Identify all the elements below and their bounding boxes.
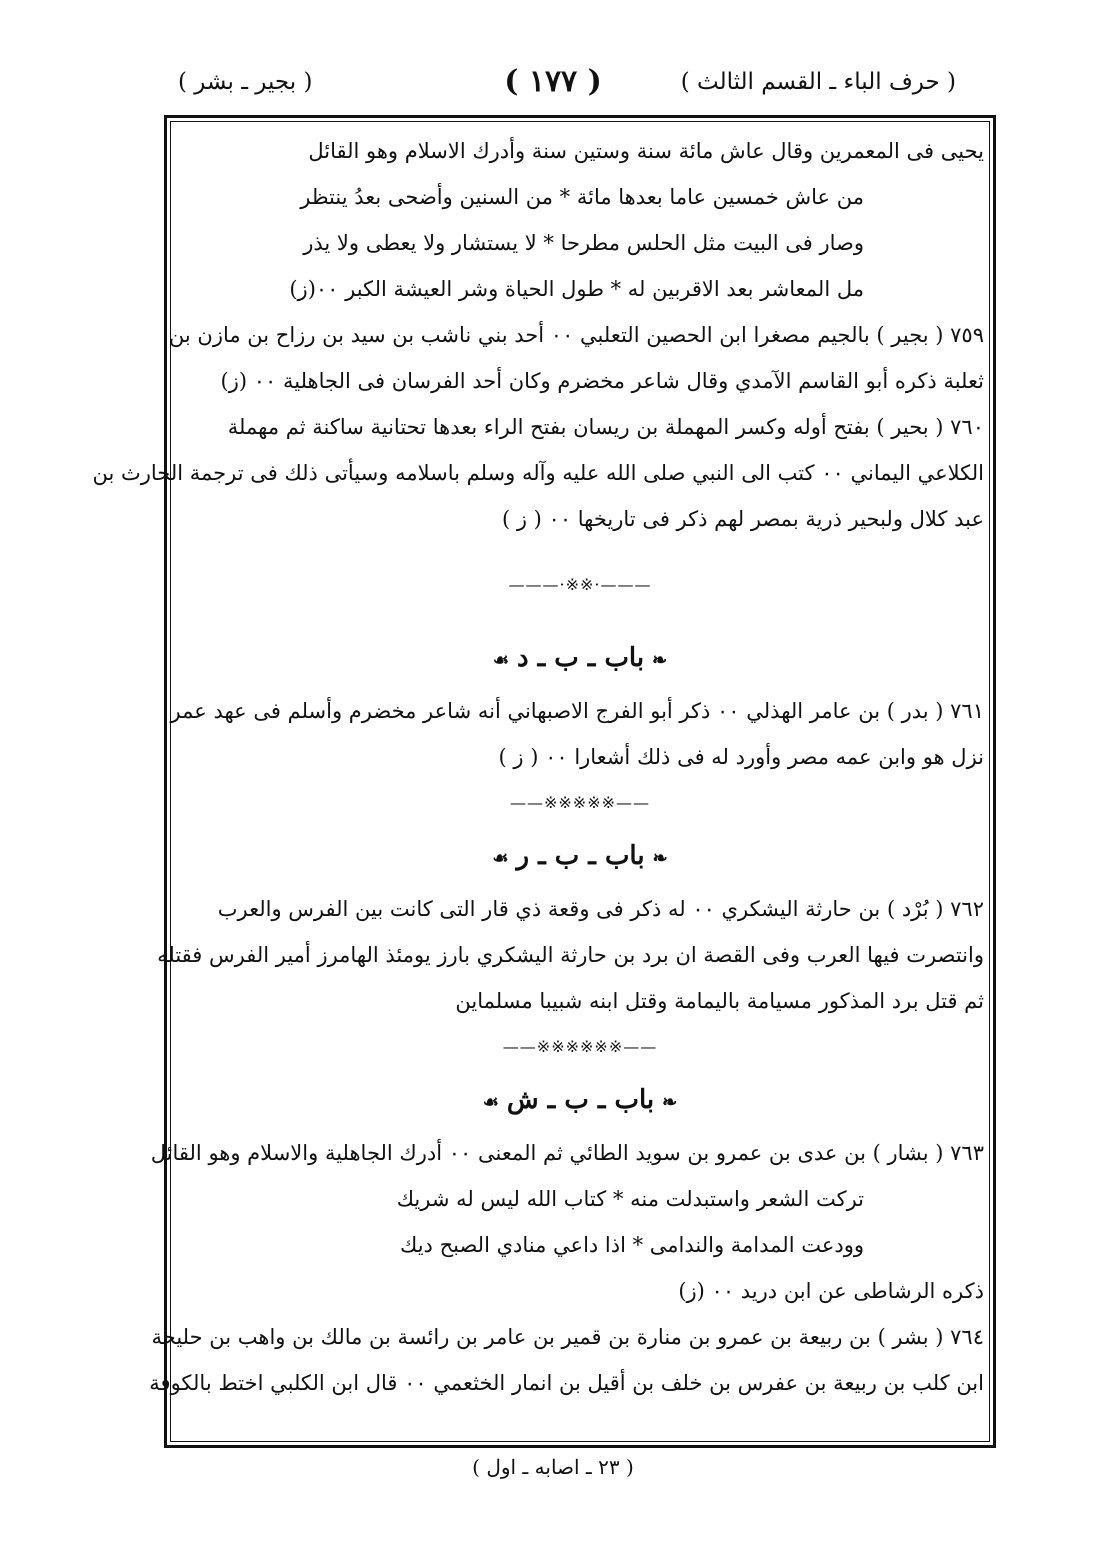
entry-762-line: ٧٦٢ ( بُرْد ) بن حارثة اليشكري ٠٠ له ذكر فى وقعة ذي قار التى كانت بين الفرس والعرب: [217, 897, 984, 921]
verse-line: تركت الشعر واستبدلت منه * كتاب الله ليس له شريك: [396, 1187, 864, 1211]
entry-759-line: ثعلبة ذكره أبو القاسم الآمدي وقال شاعر مخضرم وكان أحد الفرسان فى الجاهلية ٠٠ (ز): [220, 369, 984, 393]
entry-760-line: عبد كلال ولبحير ذرية بمصر لهم ذكر فى تاريخها ٠٠ ( ز ): [501, 507, 984, 531]
section-title: باب ـ ب ـ د: [516, 643, 645, 673]
section-heading-bad: [176, 628, 984, 688]
ornament-icon: ❧: [652, 650, 668, 671]
ornament-icon: ☙: [492, 650, 509, 671]
ornament-divider: ——※※※※※——: [509, 793, 651, 812]
entry-764-line: ٧٦٤ ( بشر ) بن ربيعة بن عمرو بن منارة بن قمير بن عامر بن رائسة بن مالك بن واهب بن حليحة: [151, 1325, 984, 1349]
entry-761-line: ٧٦١ ( بدر ) بن عامر الهذلي ٠٠ ذكر أبو الفرج الاصبهاني أنه شاعر مخضرم وأسلم فى عهد عمر: [170, 699, 984, 723]
ornament-divider: ——※※※※※※——: [502, 1037, 658, 1056]
section-title: باب ـ ب ـ ش: [506, 1085, 655, 1115]
ornament-icon: ❧: [662, 1092, 678, 1113]
section-heading-bash: [176, 1070, 984, 1130]
entry-764-line: ابن كلب بن ربيعة بن عفرس بن خلف بن أقيل بن انمار الخثعمي ٠٠ قال ابن الكلبي اختط بالكوفة: [149, 1371, 984, 1395]
entry-763-line: ٧٦٣ ( بشار ) بن عدى بن عمرو بن سويد الطائي ثم المعنى ٠٠ أدرك الجاهلية والاسلام وهو القائل: [150, 1141, 984, 1165]
page-content: [92, 128, 984, 1438]
section-title: باب ـ ب ـ ر: [516, 841, 645, 871]
header-range: ( بجير ـ بشر ): [178, 69, 313, 95]
entry-763-line: ذكره الرشاطى عن ابن دريد ٠٠ (ز): [678, 1279, 984, 1303]
entry-761-line: نزل هو وابن عمه مصر وأورد له فى ذلك أشعارا ٠٠ ( ز ): [498, 745, 984, 769]
section-heading-bar: [176, 826, 984, 886]
text-line: يحيى فى المعمرين وقال عاش مائة سنة وستين سنة وأدرك الاسلام وهو القائل: [308, 139, 984, 163]
verse-line: من عاش خمسين عاما بعدها مائة * من السنين وأضحى بعدُ ينتظر: [300, 185, 864, 209]
verse-line: وصار فى البيت مثل الحلس مطرحا * لا يستشار ولا يعطى ولا يذر: [303, 231, 864, 255]
ornament-icon: ☙: [482, 1092, 499, 1113]
page-footer: ( ٢٣ ـ اصابه ـ اول ): [472, 1455, 634, 1479]
entry-760-line: ٧٦٠ ( بحير ) بفتح أوله وكسر المهملة بن ريسان بفتح الراء بعدها تحتانية ساكنة ثم مهملة: [227, 415, 984, 439]
entry-762-line: ثم قتل برد المذكور مسيامة باليمامة وقتل ابنه شبيبا مسلماين: [455, 989, 984, 1013]
ornament-icon: ❧: [652, 848, 668, 869]
verse-line: مل المعاشر بعد الاقربين له * طول الحياة وشر العيشة الكبر ٠٠(ز): [289, 277, 864, 301]
entry-759-line: ٧٥٩ ( بجير ) بالجيم مصغرا ابن الحصين التعلبي ٠٠ أحد بني ناشب بن سيد بن رزاح بن مازن بن: [168, 323, 984, 347]
header-chapter: ( حرف الباء ـ القسم الثالث ): [680, 69, 956, 95]
ornament-divider: ———·※※·———: [508, 575, 652, 594]
ornament-icon: ☙: [492, 848, 509, 869]
page-number: ( ١٧٧ ): [504, 64, 602, 99]
verse-line: وودعت المدامة والندامى * اذا داعي منادي الصبح ديك: [400, 1233, 864, 1257]
entry-762-line: وانتصرت فيها العرب وفى القصة ان برد بن حارثة اليشكري بارز يومئذ الهامرز أمير الفرس فقتله: [157, 943, 984, 967]
entry-760-line: الكلاعي اليماني ٠٠ كتب الى النبي صلى الله عليه وآله وسلم باسلامه وسيأتى ذلك فى ترجمة الحارث بن: [92, 461, 984, 485]
